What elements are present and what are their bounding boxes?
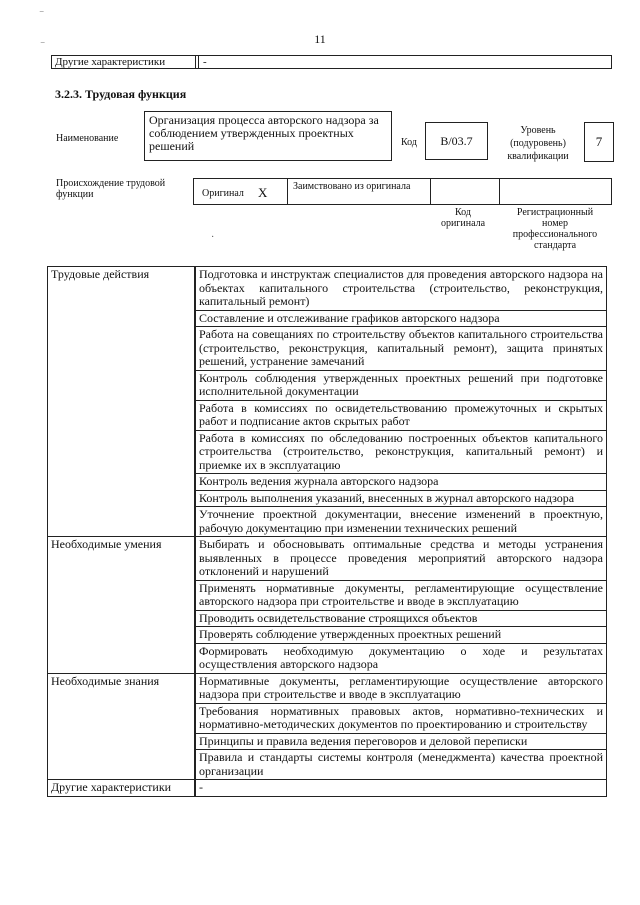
item-cell: Принципы и правила ведения переговоров и деловой переписки (195, 733, 607, 750)
category-cell: Необходимые знания (48, 673, 196, 780)
page-number: 11 (314, 32, 326, 46)
scan-mark: · (211, 232, 215, 243)
top-other-characteristics (51, 55, 612, 69)
item-cell: Работа на совещаниях по строительству объектов капитального строительства (строительство, реконструкция, капитальный ремонт), защита принятых решений, устранение замечаний (195, 327, 607, 371)
item-cell: Работа в комиссиях по освидетельствованию промежуточных и скрытых работ и подписание актов скрытых работ (195, 400, 607, 430)
code-value: В/03.7 (425, 122, 488, 160)
code-label: Код (401, 137, 417, 148)
original-label: Оригинал (202, 188, 244, 199)
divider (499, 179, 500, 204)
origin-label: Происхождение трудовой функции (56, 178, 166, 200)
item-cell: - (195, 780, 607, 797)
divider (287, 179, 288, 204)
item-cell: Правила и стандарты системы контроля (менеджмента) качества проектной организации (195, 750, 607, 780)
item-cell: Требования нормативных правовых актов, нормативно-технических и нормативно-методических документов по проектированию и строительству (195, 703, 607, 733)
item-cell: Подготовка и инструктаж специалистов для проведения авторского надзора на объектах капитального строительства (строительство, реконструкция, капитальный ремонт) (195, 267, 607, 311)
scan-mark: ‾ (41, 43, 45, 54)
item-cell: Формировать необходимую документацию о ходе и результатах осуществления авторского надзора (195, 643, 607, 673)
item-cell: Составление и отслеживание графиков авторского надзора (195, 310, 607, 327)
category-cell: Трудовые действия (48, 267, 196, 537)
name-label: Наименование (56, 133, 119, 144)
item-cell: Уточнение проектной документации, внесение изменений в проектную, рабочую документацию при изменении технических решений (195, 507, 607, 537)
item-cell: Работа в комиссиях по обследованию построенных объектов капитального строительства (строительство, реконструкция, капитальный ремонт) и приемке их в эксплуатацию (195, 430, 607, 474)
section-title: 3.2.3. Трудовая функция (55, 87, 187, 101)
table-row (48, 780, 607, 797)
item-cell: Применять нормативные документы, регламентирующие осуществление авторского надзора при строительстве и вводе в эксплуатацию (195, 580, 607, 610)
item-cell: Проверять соблюдение утвержденных проектных решений (195, 627, 607, 644)
table-row (48, 267, 607, 311)
name-value: Организация процесса авторского надзора за соблюдением утвержденных проектных решений (144, 111, 392, 161)
category-cell: Другие характеристики (48, 780, 196, 797)
level-label: Уровень (подуровень) квалификации (507, 125, 569, 162)
item-cell: Контроль выполнения указаний, внесенных в журнал авторского надзора (195, 490, 607, 507)
item-cell: Нормативные документы, регламентирующие осуществление авторского надзора при строительстве и вводе в эксплуатацию (195, 673, 607, 703)
category-cell: Необходимые умения (48, 537, 196, 674)
table-row (48, 673, 607, 703)
scan-mark: ‾ (40, 12, 44, 23)
top-other-value: - (203, 56, 207, 68)
top-other-label: Другие характеристики (55, 56, 166, 68)
item-cell: Выбирать и обосновывать оптимальные средства и методы устранения выявленных в процессе проведения мероприятий авторского надзора отклонений и нарушений (195, 537, 607, 581)
item-cell: Контроль соблюдения утвержденных проектных решений при подготовке исполнительной документации (195, 370, 607, 400)
divider (195, 56, 199, 68)
level-value: 7 (584, 122, 614, 162)
item-cell: Контроль ведения журнала авторского надзора (195, 474, 607, 491)
divider (430, 179, 431, 204)
item-cell: Проводить освидетельствование строящихся объектов (195, 610, 607, 627)
table-row (48, 537, 607, 581)
borrowed-label: Заимствовано из оригинала (293, 181, 411, 192)
reg-number-caption: Регистрационный номер профессионального стандарта (512, 207, 598, 251)
code-original-caption: Код оригинала (440, 207, 486, 229)
original-mark: X (258, 185, 268, 200)
origin-table (193, 178, 612, 205)
functions-table (47, 266, 607, 797)
